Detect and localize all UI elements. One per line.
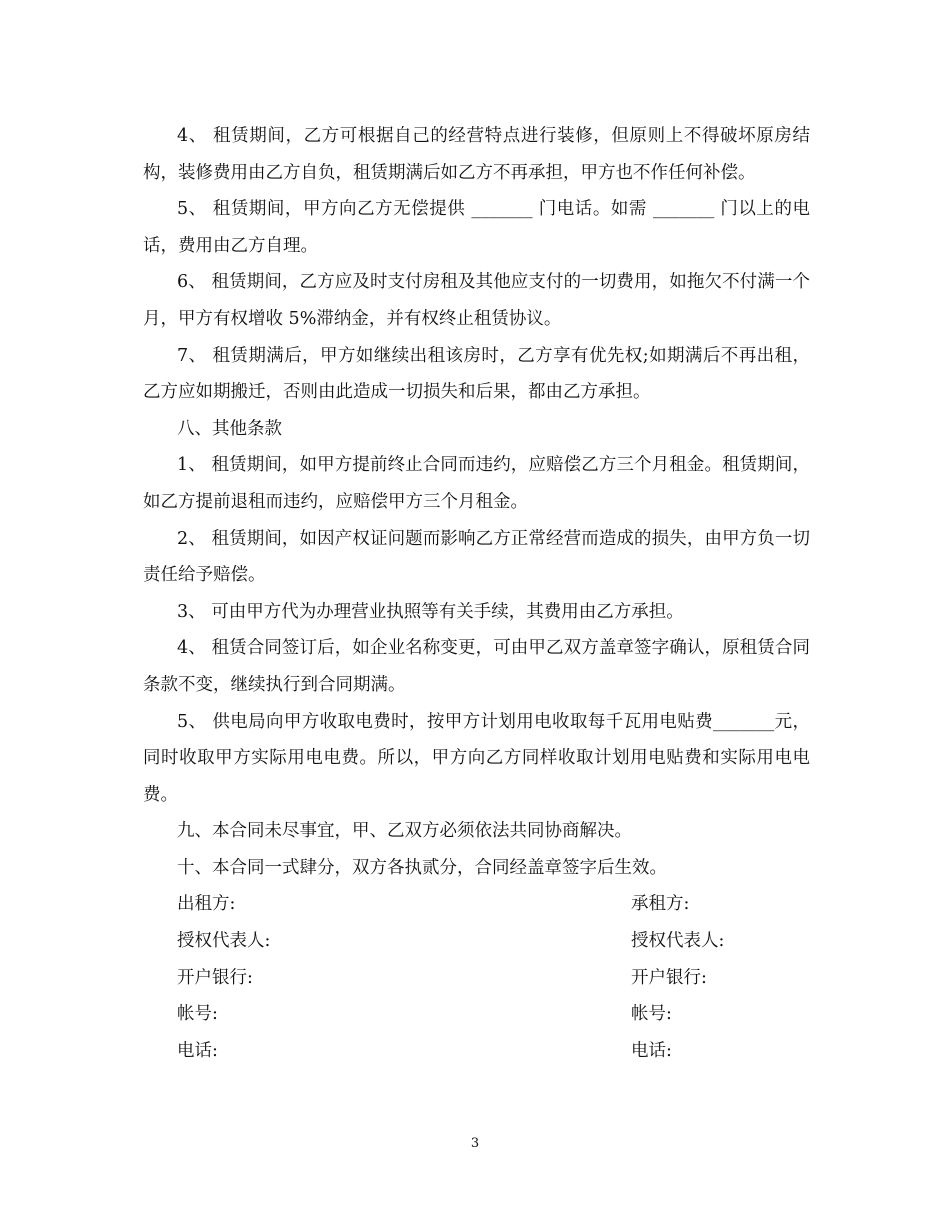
- signature-row-representative: [143, 923, 810, 960]
- clause-name-change: 4、 租赁合同签订后，如企业名称变更，可由甲乙双方盖章签字确认，原租赁合同条款不变，继续执行到合同期满。: [143, 638, 810, 695]
- signature-block: [143, 886, 810, 1069]
- clause-early-termination: 1、 租赁期间，如甲方提前终止合同而违约，应赔偿乙方三个月租金。租赁期间，如乙方提前退租而违约，应赔偿甲方三个月租金。: [143, 455, 810, 512]
- lessor-bank-label: 开户银行:: [177, 967, 253, 988]
- signature-row-phone: [143, 1033, 810, 1070]
- clause-electricity: 5、 供电局向甲方收取电费时，按甲方计划用电收取每千瓦用电贴费_______元，同时收取甲方实际用电电费。所以，甲方向乙方同样收取计划用电贴费和实际用电电费。: [143, 711, 810, 805]
- lessor-phone-label: 电话:: [177, 1040, 218, 1061]
- clause-renovation: 4、 租赁期间，乙方可根据自己的经营特点进行装修，但原则上不得破坏原房结构，装修费用由乙方自负，租赁期满后如乙方不再承担，甲方也不作任何补偿。: [143, 126, 810, 183]
- signature-row-account: [143, 996, 810, 1033]
- lessee-label: 承租方:: [631, 894, 690, 915]
- lessor-label: 出租方:: [177, 894, 236, 915]
- clause-telephone: 5、 租赁期间，甲方向乙方无偿提供 _______ 门电话。如需 _______ 门以上的电话，费用由乙方自理。: [143, 199, 810, 256]
- section-nine-unresolved-matters: 九、本合同未尽事宜，甲、乙双方必须依法共同协商解决。: [177, 821, 632, 842]
- signature-row-party: [143, 886, 810, 923]
- lessor-account-label: 帐号:: [177, 1004, 218, 1025]
- lessee-phone-label: 电话:: [631, 1040, 672, 1061]
- section-heading-other-terms: 八、其他条款: [177, 418, 282, 439]
- contract-body: [143, 118, 810, 1069]
- clause-renewal: 7、 租赁期满后，甲方如继续出租该房时，乙方享有优先权;如期满后不再出租，乙方应如期搬迁，否则由此造成一切损失和后果，都由乙方承担。: [143, 345, 810, 403]
- page-number: 3: [470, 1136, 480, 1151]
- lessee-representative-label: 授权代表人:: [631, 931, 725, 952]
- clause-fees: 6、 租赁期间，乙方应及时支付房租及其他应支付的一切费用，如拖欠不付满一个月，甲方有权增收 5%滞纳金，并有权终止租赁协议。: [143, 272, 810, 329]
- lessee-account-label: 帐号:: [631, 1004, 672, 1025]
- signature-row-bank: [143, 960, 810, 997]
- lessee-bank-label: 开户银行:: [631, 967, 707, 988]
- lessor-representative-label: 授权代表人:: [177, 931, 271, 952]
- clause-property-certificate: 2、 租赁期间，如因产权证问题而影响乙方正常经营而造成的损失，由甲方负一切责任给予赔偿。: [143, 528, 810, 586]
- section-ten-copies: 十、本合同一式肆分，双方各执贰分，合同经盖章签字后生效。: [177, 857, 667, 878]
- clause-business-license: 3、 可由甲方代为办理营业执照等有关手续，其费用由乙方承担。: [177, 601, 684, 622]
